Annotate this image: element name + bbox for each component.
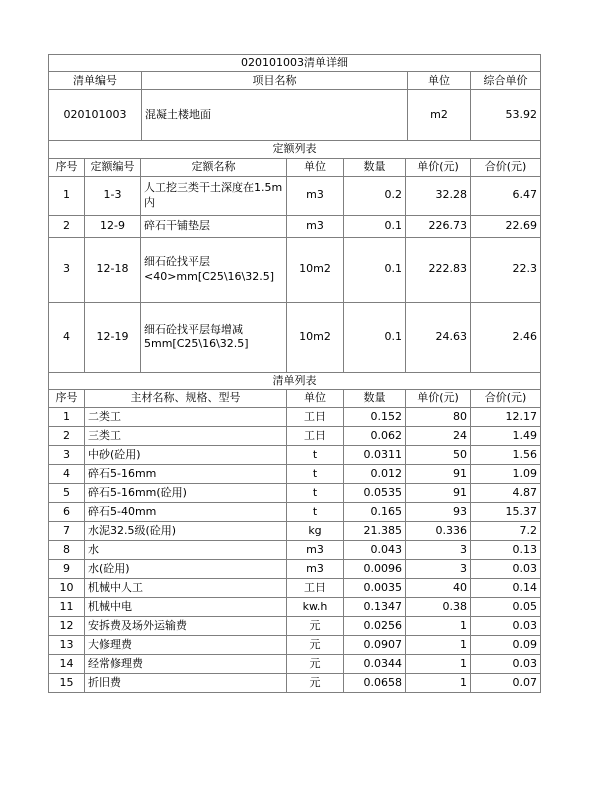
table-row (49, 426, 541, 445)
quota-table (48, 140, 541, 372)
cell-quota-code: 12-19 (85, 302, 141, 372)
cell-material-name: 碎石5-16mm (85, 464, 287, 483)
cell-unit-price: 91 (406, 483, 471, 502)
cell-unit: 10m2 (287, 302, 344, 372)
cell-quantity: 21.385 (344, 521, 406, 540)
table-row (49, 445, 541, 464)
cell-material-name: 安拆费及场外运输费 (85, 616, 287, 635)
cell-seq: 14 (49, 654, 85, 673)
column-header-unit-price: 单价(元) (406, 389, 471, 407)
cell-quantity: 0.1347 (344, 597, 406, 616)
cell-unit: m3 (287, 176, 344, 215)
cell-total-price: 7.2 (471, 521, 541, 540)
cell-seq: 5 (49, 483, 85, 502)
cell-quantity: 0.0535 (344, 483, 406, 502)
cell-material-name: 碎石5-16mm(砼用) (85, 483, 287, 502)
section-title-materials: 清单列表 (49, 372, 541, 389)
cell-quantity: 0.0658 (344, 673, 406, 692)
table-row (49, 464, 541, 483)
table-row (49, 654, 541, 673)
cell-quota-name: 细石砼找平层<40>mm[C25\16\32.5] (141, 237, 287, 302)
cell-material-name: 二类工 (85, 407, 287, 426)
column-header-project-name: 项目名称 (142, 72, 408, 90)
cell-total-price: 0.03 (471, 559, 541, 578)
column-header-unit: 单位 (287, 158, 344, 176)
cell-quota-name: 人工挖三类干土深度在1.5m内 (141, 176, 287, 215)
cell-unit: t (287, 464, 344, 483)
table-row (49, 55, 541, 72)
cell-material-name: 机械中电 (85, 597, 287, 616)
table-row (49, 673, 541, 692)
cell-unit: 10m2 (287, 237, 344, 302)
cost-detail-sheet (48, 54, 540, 693)
table-row (49, 483, 541, 502)
table-row (49, 578, 541, 597)
cell-seq: 3 (49, 237, 85, 302)
cell-unit: m2 (408, 90, 471, 141)
cell-seq: 12 (49, 616, 85, 635)
cell-total-price: 1.49 (471, 426, 541, 445)
column-header-total-price: 合价(元) (471, 389, 541, 407)
cell-total-price: 22.3 (471, 237, 541, 302)
cell-unit: 元 (287, 673, 344, 692)
column-header-list-code: 清单编号 (49, 72, 142, 90)
cell-total-price: 1.56 (471, 445, 541, 464)
cell-material-name: 三类工 (85, 426, 287, 445)
cell-unit-price: 1 (406, 635, 471, 654)
column-header-quantity: 数量 (344, 158, 406, 176)
table-row (49, 559, 541, 578)
column-header-unit: 单位 (287, 389, 344, 407)
cell-quota-code: 12-9 (85, 215, 141, 237)
cell-project-name: 混凝土楼地面 (142, 90, 408, 141)
cell-total-price: 6.47 (471, 176, 541, 215)
cell-unit: 工日 (287, 426, 344, 445)
column-header-quota-name: 定额名称 (141, 158, 287, 176)
cell-quantity: 0.1 (344, 302, 406, 372)
table-row (49, 141, 541, 158)
summary-table (48, 54, 541, 141)
cell-material-name: 大修理费 (85, 635, 287, 654)
cell-unit: t (287, 483, 344, 502)
cell-unit-price: 3 (406, 540, 471, 559)
table-row (49, 90, 541, 141)
column-header-seq: 序号 (49, 389, 85, 407)
table-row (49, 521, 541, 540)
cell-quantity: 0.012 (344, 464, 406, 483)
cell-unit: m3 (287, 540, 344, 559)
cell-seq: 2 (49, 426, 85, 445)
cell-quantity: 0.1 (344, 215, 406, 237)
cell-seq: 15 (49, 673, 85, 692)
cell-composite-price: 53.92 (471, 90, 541, 141)
cell-unit-price: 226.73 (406, 215, 471, 237)
cell-unit-price: 0.38 (406, 597, 471, 616)
page-title: 020101003清单详细 (49, 55, 541, 72)
cell-total-price: 12.17 (471, 407, 541, 426)
cell-material-name: 经常修理费 (85, 654, 287, 673)
cell-quantity: 0.165 (344, 502, 406, 521)
table-row (49, 502, 541, 521)
table-row (49, 540, 541, 559)
cell-unit-price: 1 (406, 654, 471, 673)
table-row (49, 176, 541, 215)
cell-quantity: 0.2 (344, 176, 406, 215)
table-row (49, 635, 541, 654)
cell-seq: 1 (49, 407, 85, 426)
cell-unit: 元 (287, 635, 344, 654)
column-header-quota-code: 定额编号 (85, 158, 141, 176)
cell-unit: kw.h (287, 597, 344, 616)
table-row (49, 407, 541, 426)
cell-total-price: 0.09 (471, 635, 541, 654)
cell-material-name: 碎石5-40mm (85, 502, 287, 521)
cell-unit: t (287, 502, 344, 521)
column-header-material-name: 主材名称、规格、型号 (85, 389, 287, 407)
table-row (49, 389, 541, 407)
cell-unit-price: 32.28 (406, 176, 471, 215)
cell-seq: 2 (49, 215, 85, 237)
cell-material-name: 水 (85, 540, 287, 559)
cell-unit-price: 91 (406, 464, 471, 483)
cell-quantity: 0.152 (344, 407, 406, 426)
cell-unit-price: 50 (406, 445, 471, 464)
column-header-composite-price: 综合单价 (471, 72, 541, 90)
cell-total-price: 0.03 (471, 654, 541, 673)
table-row (49, 616, 541, 635)
cell-total-price: 22.69 (471, 215, 541, 237)
cell-material-name: 水泥32.5级(砼用) (85, 521, 287, 540)
cell-quantity: 0.062 (344, 426, 406, 445)
cell-seq: 3 (49, 445, 85, 464)
cell-total-price: 0.03 (471, 616, 541, 635)
table-row (49, 372, 541, 389)
table-row (49, 158, 541, 176)
table-row (49, 237, 541, 302)
cell-unit-price: 24.63 (406, 302, 471, 372)
cell-seq: 8 (49, 540, 85, 559)
cell-unit: m3 (287, 215, 344, 237)
cell-seq: 9 (49, 559, 85, 578)
cell-quota-code: 12-18 (85, 237, 141, 302)
cell-seq: 4 (49, 464, 85, 483)
cell-quantity: 0.0256 (344, 616, 406, 635)
cell-unit-price: 40 (406, 578, 471, 597)
cell-total-price: 1.09 (471, 464, 541, 483)
table-row (49, 597, 541, 616)
column-header-unit-price: 单价(元) (406, 158, 471, 176)
cell-seq: 10 (49, 578, 85, 597)
cell-quantity: 0.1 (344, 237, 406, 302)
cell-quantity: 0.0344 (344, 654, 406, 673)
column-header-quantity: 数量 (344, 389, 406, 407)
cell-total-price: 15.37 (471, 502, 541, 521)
cell-quantity: 0.0035 (344, 578, 406, 597)
cell-quantity: 0.043 (344, 540, 406, 559)
section-title-quota: 定额列表 (49, 141, 541, 158)
table-row (49, 215, 541, 237)
cell-total-price: 4.87 (471, 483, 541, 502)
cell-list-code: 020101003 (49, 90, 142, 141)
table-row (49, 72, 541, 90)
cell-total-price: 0.14 (471, 578, 541, 597)
cell-unit: 工日 (287, 407, 344, 426)
cell-total-price: 2.46 (471, 302, 541, 372)
cell-quantity: 0.0311 (344, 445, 406, 464)
cell-seq: 6 (49, 502, 85, 521)
cell-unit-price: 1 (406, 673, 471, 692)
cell-total-price: 0.13 (471, 540, 541, 559)
cell-seq: 7 (49, 521, 85, 540)
cell-seq: 13 (49, 635, 85, 654)
table-row (49, 302, 541, 372)
column-header-unit: 单位 (408, 72, 471, 90)
cell-unit: 元 (287, 654, 344, 673)
cell-quota-code: 1-3 (85, 176, 141, 215)
cell-unit: t (287, 445, 344, 464)
cell-unit-price: 24 (406, 426, 471, 445)
cell-quantity: 0.0907 (344, 635, 406, 654)
cell-unit-price: 0.336 (406, 521, 471, 540)
cell-unit: m3 (287, 559, 344, 578)
cell-seq: 11 (49, 597, 85, 616)
cell-material-name: 水(砼用) (85, 559, 287, 578)
cell-material-name: 中砂(砼用) (85, 445, 287, 464)
cell-quota-name: 碎石干铺垫层 (141, 215, 287, 237)
cell-unit-price: 222.83 (406, 237, 471, 302)
cell-quota-name: 细石砼找平层每增减5mm[C25\16\32.5] (141, 302, 287, 372)
cell-unit: 元 (287, 616, 344, 635)
cell-unit-price: 3 (406, 559, 471, 578)
cell-total-price: 0.05 (471, 597, 541, 616)
cell-material-name: 折旧费 (85, 673, 287, 692)
cell-unit-price: 1 (406, 616, 471, 635)
column-header-total-price: 合价(元) (471, 158, 541, 176)
materials-table (48, 372, 541, 693)
cell-unit-price: 80 (406, 407, 471, 426)
cell-seq: 4 (49, 302, 85, 372)
cell-material-name: 机械中人工 (85, 578, 287, 597)
cell-seq: 1 (49, 176, 85, 215)
cell-total-price: 0.07 (471, 673, 541, 692)
cell-quantity: 0.0096 (344, 559, 406, 578)
cell-unit: kg (287, 521, 344, 540)
cell-unit-price: 93 (406, 502, 471, 521)
cell-unit: 工日 (287, 578, 344, 597)
column-header-seq: 序号 (49, 158, 85, 176)
